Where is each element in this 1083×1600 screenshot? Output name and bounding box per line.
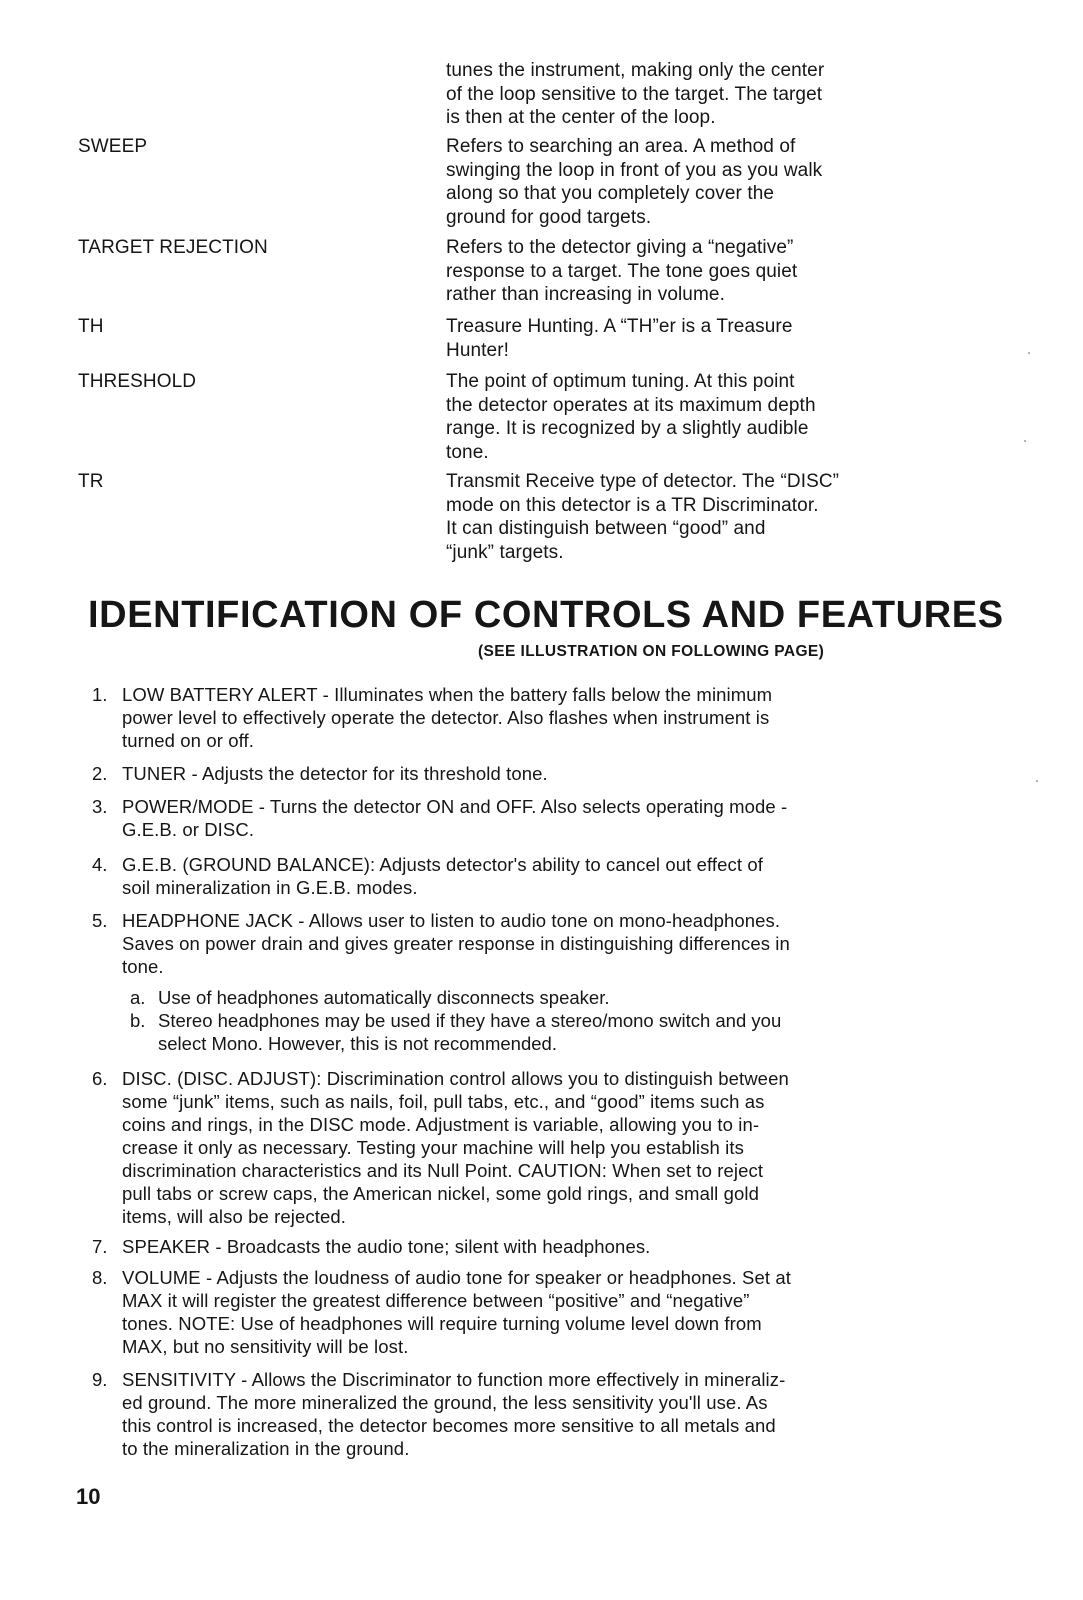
item-number: 4. [92, 854, 108, 875]
definition-line: mode on this detector is a TR Discriminator. [446, 494, 819, 516]
item-line: this control is increased, the detector becomes more sensitive to all metals and [122, 1415, 776, 1436]
item-line: MAX, but no sensitivity will be lost. [122, 1336, 409, 1357]
item-line: G.E.B. or DISC. [122, 819, 255, 840]
sub-item-text [158, 1009, 918, 1055]
scan-speck [1036, 780, 1038, 782]
item-text [122, 1266, 912, 1358]
definition-line: “junk” targets. [446, 541, 564, 563]
glossary-definition [446, 315, 916, 362]
item-number: 1. [92, 684, 108, 705]
sub-item-letter: b. [130, 1010, 146, 1031]
item-line: G.E.B. (GROUND BALANCE): Adjusts detector's ability to cancel out effect of [122, 854, 763, 875]
definition-line: response to a target. The tone goes quiet [446, 260, 798, 282]
definition-line: swinging the loop in front of you as you walk [446, 159, 823, 181]
scan-speck [1024, 440, 1026, 442]
definition-line: Refers to searching an area. A method of [446, 136, 796, 157]
item-line: tones. NOTE: Use of headphones will require turning volume level down from [122, 1313, 762, 1334]
item-number: 3. [92, 796, 108, 817]
definition-line: of the loop sensitive to the target. The target [446, 83, 823, 105]
item-line: tone. [122, 956, 164, 977]
glossary-term: TH [78, 316, 104, 337]
glossary-term: TR [78, 471, 104, 492]
item-line: VOLUME - Adjusts the loudness of audio tone for speaker or headphones. Set at [122, 1267, 791, 1288]
item-line: Use of headphones automatically disconnects speaker. [158, 987, 610, 1008]
item-line: ed ground. The more mineralized the ground, the less sensitivity you'll use. As [122, 1392, 768, 1413]
item-text [122, 909, 912, 978]
item-line: turned on or off. [122, 730, 254, 751]
item-line: Stereo headphones may be used if they have a stereo/mono switch and you [158, 1010, 782, 1031]
item-line: soil mineralization in G.E.B. modes. [122, 877, 418, 898]
scan-speck [1028, 352, 1030, 354]
definition-line: rather than increasing in volume. [446, 284, 725, 305]
item-line: items, will also be rejected. [122, 1206, 346, 1227]
glossary-definition [446, 135, 916, 229]
glossary-definition [446, 236, 916, 307]
item-text [122, 1368, 912, 1460]
item-line: SENSITIVITY - Allows the Discriminator to function more effectively in mineraliz- [122, 1369, 786, 1390]
item-line: select Mono. However, this is not recommended. [158, 1033, 557, 1054]
item-line: TUNER - Adjusts the detector for its threshold tone. [122, 763, 548, 784]
item-text [122, 853, 912, 899]
glossary-term: SWEEP [78, 136, 148, 157]
item-line: DISC. (DISC. ADJUST): Discrimination control allows you to distinguish between [122, 1068, 789, 1089]
item-number: 9. [92, 1369, 108, 1390]
definition-line: tunes the instrument, making only the center [446, 60, 825, 81]
definition-line: Transmit Receive type of detector. The “DISC” [446, 471, 840, 492]
item-line: to the mineralization in the ground. [122, 1438, 410, 1459]
glossary-term: THRESHOLD [78, 371, 197, 392]
definition-line: The point of optimum tuning. At this point [446, 371, 795, 392]
definition-line: Refers to the detector giving a “negative” [446, 237, 794, 258]
definition-line: along so that you completely cover the [446, 183, 775, 204]
item-line: coins and rings, in the DISC mode. Adjustment is variable, allowing you to in- [122, 1114, 760, 1135]
glossary-definition [446, 370, 916, 464]
sub-item-text [158, 986, 918, 1009]
item-number: 5. [92, 910, 108, 931]
definition-line: ground for good targets. [446, 206, 652, 228]
definition-line: Hunter! [446, 339, 510, 361]
item-line: LOW BATTERY ALERT - Illuminates when the battery falls below the minimum [122, 684, 773, 705]
item-line: HEADPHONE JACK - Allows user to listen to audio tone on mono-headphones. [122, 910, 781, 931]
item-number: 8. [92, 1267, 108, 1288]
definition-line: tone. [446, 441, 489, 463]
item-line: Saves on power drain and gives greater response in distinguishing differences in [122, 933, 790, 954]
item-text [122, 1235, 912, 1258]
definition-line: range. It is recognized by a slightly audible [446, 418, 809, 439]
item-line: SPEAKER - Broadcasts the audio tone; silent with headphones. [122, 1236, 651, 1257]
item-line: crease it only as necessary. Testing your machine will help you establish its [122, 1137, 744, 1158]
item-number: 6. [92, 1068, 108, 1089]
item-line: MAX it will register the greatest difference between “positive” and “negative” [122, 1290, 750, 1311]
item-line: POWER/MODE - Turns the detector ON and OFF. Also selects operating mode - [122, 796, 788, 817]
definition-line: the detector operates at its maximum depth [446, 394, 816, 416]
definition-line: is then at the center of the loop. [446, 107, 716, 128]
glossary-definition [446, 470, 916, 564]
item-text [122, 1067, 912, 1228]
definition-line: It can distinguish between “good” and [446, 518, 766, 539]
section-subtitle: (SEE ILLUSTRATION ON FOLLOWING PAGE) [478, 643, 825, 660]
item-text [122, 683, 912, 752]
definition-line: Treasure Hunting. A “TH”er is a Treasure [446, 316, 793, 337]
item-line: pull tabs or screw caps, the American nickel, some gold rings, and small gold [122, 1183, 759, 1204]
page-number: 10 [76, 1484, 101, 1509]
glossary-definition [446, 59, 916, 130]
sub-item-letter: a. [130, 987, 146, 1008]
item-line: power level to effectively operate the detector. Also flashes when instrument is [122, 707, 770, 728]
item-text [122, 795, 912, 841]
glossary-term: TARGET REJECTION [78, 237, 268, 258]
item-line: discrimination characteristics and its Null Point. CAUTION: When set to reject [122, 1160, 764, 1181]
item-number: 7. [92, 1236, 108, 1257]
item-line: some “junk” items, such as nails, foil, pull tabs, etc., and “good” items such as [122, 1091, 765, 1112]
item-number: 2. [92, 763, 108, 784]
item-text [122, 762, 912, 785]
section-title: IDENTIFICATION OF CONTROLS AND FEATURES [88, 594, 1004, 636]
